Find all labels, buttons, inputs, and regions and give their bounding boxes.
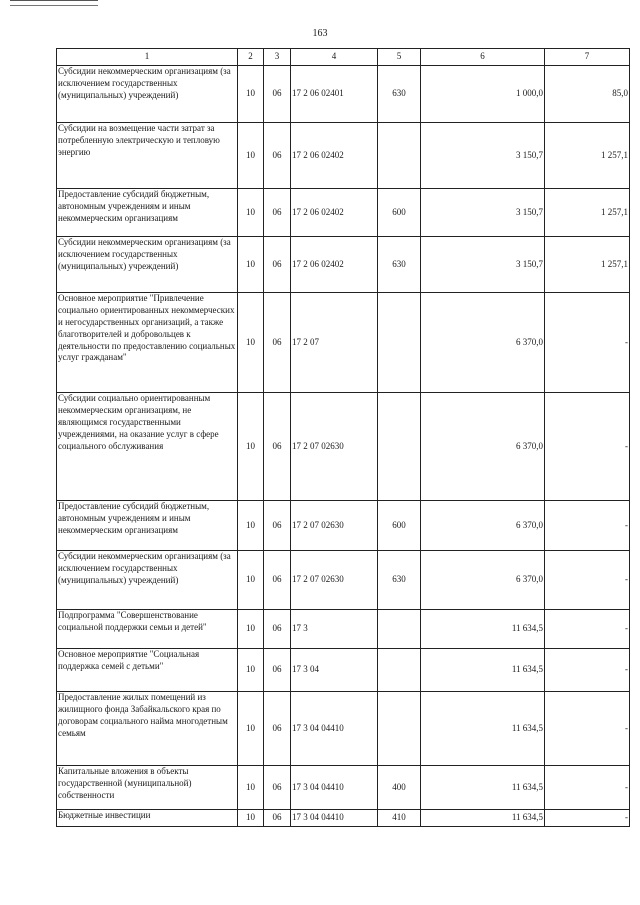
pr-cell: 06: [264, 237, 291, 293]
pr-cell: 06: [264, 766, 291, 810]
pr-cell: 06: [264, 293, 291, 393]
rz-cell: 10: [238, 766, 264, 810]
csr-cell: 17 2 06 02402: [291, 189, 378, 237]
pr-cell: 06: [264, 189, 291, 237]
table-header: [57, 49, 630, 66]
row-name-cell: Субсидии некоммерческим организациям (за исключением государственных (муниципальных) учреждений): [57, 551, 238, 610]
rz-cell: 10: [238, 189, 264, 237]
rz-cell: 10: [238, 66, 264, 123]
pr-cell: 06: [264, 810, 291, 827]
row-name-cell: Предоставление субсидий бюджетным, автономным учреждениям и иным некоммерческим организациям: [57, 501, 238, 551]
csr-cell: 17 2 06 02402: [291, 237, 378, 293]
col-name-header: 1: [57, 49, 238, 66]
sum-2024-cell: 6 370,0: [421, 393, 545, 501]
csr-cell: 17 2 06 02402: [291, 123, 378, 189]
sum-2024-cell: 6 370,0: [421, 501, 545, 551]
corner-line-mark: [10, 0, 98, 6]
sum-2025-cell: -: [545, 810, 630, 827]
csr-cell: 17 3 04 04410: [291, 766, 378, 810]
table-row: [57, 293, 630, 393]
row-name-cell: Субсидии некоммерческим организациям (за исключением государственных (муниципальных) учреждений): [57, 237, 238, 293]
sum-2024-cell: 11 634,5: [421, 610, 545, 649]
sum-2024-cell: 11 634,5: [421, 766, 545, 810]
row-name-cell: Капитальные вложения в объекты государственной (муниципальной) собственности: [57, 766, 238, 810]
sum-2025-cell: -: [545, 551, 630, 610]
budget-table: [56, 48, 630, 827]
row-name-cell: Субсидии некоммерческим организациям (за исключением государственных (муниципальных) учреждений): [57, 66, 238, 123]
row-name-cell: Подпрограмма "Совершенствование социальной поддержки семьи и детей": [57, 610, 238, 649]
table-row: [57, 649, 630, 692]
table-row: [57, 66, 630, 123]
csr-cell: 17 2 07 02630: [291, 551, 378, 610]
table-row: [57, 123, 630, 189]
vr-cell: 600: [378, 189, 421, 237]
vr-cell: 600: [378, 501, 421, 551]
csr-cell: 17 2 07: [291, 293, 378, 393]
table-row: [57, 501, 630, 551]
col-sum1-header: 6: [421, 49, 545, 66]
vr-cell: 630: [378, 237, 421, 293]
rz-cell: 10: [238, 551, 264, 610]
rz-cell: 10: [238, 123, 264, 189]
pr-cell: 06: [264, 123, 291, 189]
csr-cell: 17 3 04 04410: [291, 692, 378, 766]
vr-cell: [378, 610, 421, 649]
rz-cell: 10: [238, 237, 264, 293]
vr-cell: 630: [378, 551, 421, 610]
sum-2025-cell: -: [545, 501, 630, 551]
sum-2024-cell: 1 000,0: [421, 66, 545, 123]
rz-cell: 10: [238, 393, 264, 501]
sum-2025-cell: -: [545, 293, 630, 393]
col-sum2-header: 7: [545, 49, 630, 66]
sum-2025-cell: -: [545, 649, 630, 692]
sum-2024-cell: 11 634,5: [421, 810, 545, 827]
csr-cell: 17 2 07 02630: [291, 501, 378, 551]
vr-cell: [378, 293, 421, 393]
page-number: 163: [312, 28, 328, 39]
pr-cell: 06: [264, 393, 291, 501]
sum-2025-cell: 85,0: [545, 66, 630, 123]
table-row: [57, 610, 630, 649]
row-name-cell: Предоставление субсидий бюджетным, автономным учреждениям и иным некоммерческим организациям: [57, 189, 238, 237]
vr-cell: 410: [378, 810, 421, 827]
header-row: [57, 49, 630, 66]
sum-2025-cell: 1 257,1: [545, 237, 630, 293]
table-row: [57, 551, 630, 610]
vr-cell: 400: [378, 766, 421, 810]
csr-cell: 17 2 07 02630: [291, 393, 378, 501]
col-vr-header: 5: [378, 49, 421, 66]
sum-2025-cell: -: [545, 610, 630, 649]
row-name-cell: Предоставление жилых помещений из жилищного фонда Забайкальского края по договорам социального найма многодетным семьям: [57, 692, 238, 766]
sum-2024-cell: 11 634,5: [421, 649, 545, 692]
pr-cell: 06: [264, 66, 291, 123]
table-row: [57, 692, 630, 766]
table-row: [57, 237, 630, 293]
row-name-cell: Основное мероприятие "Социальная поддержка семей с детьми": [57, 649, 238, 692]
sum-2024-cell: 11 634,5: [421, 692, 545, 766]
table-row: [57, 810, 630, 827]
sum-2024-cell: 3 150,7: [421, 237, 545, 293]
vr-cell: 630: [378, 66, 421, 123]
csr-cell: 17 2 06 02401: [291, 66, 378, 123]
sum-2024-cell: 3 150,7: [421, 189, 545, 237]
col-csr-header: 4: [291, 49, 378, 66]
col-rz-header: 2: [238, 49, 264, 66]
rz-cell: 10: [238, 649, 264, 692]
csr-cell: 17 3 04 04410: [291, 810, 378, 827]
pr-cell: 06: [264, 692, 291, 766]
table-row: [57, 766, 630, 810]
sum-2025-cell: -: [545, 393, 630, 501]
table-row: [57, 189, 630, 237]
rz-cell: 10: [238, 810, 264, 827]
row-name-cell: Основное мероприятие "Привлечение социально ориентированных некоммерческих и негосударственных организаций, а также благотворителей и добровольцев к деятельности по предоставлению социальных услуг гражданам": [57, 293, 238, 393]
pr-cell: 06: [264, 501, 291, 551]
pr-cell: 06: [264, 551, 291, 610]
rz-cell: 10: [238, 501, 264, 551]
vr-cell: [378, 123, 421, 189]
col-pr-header: 3: [264, 49, 291, 66]
sum-2025-cell: -: [545, 766, 630, 810]
row-name-cell: Бюджетные инвестиции: [57, 810, 238, 827]
pr-cell: 06: [264, 649, 291, 692]
rz-cell: 10: [238, 293, 264, 393]
sum-2025-cell: 1 257,1: [545, 189, 630, 237]
table-body: [57, 66, 630, 827]
sum-2025-cell: 1 257,1: [545, 123, 630, 189]
table-row: [57, 393, 630, 501]
vr-cell: [378, 393, 421, 501]
row-name-cell: Субсидии на возмещение части затрат за потребленную электрическую и тепловую энергию: [57, 123, 238, 189]
sum-2024-cell: 3 150,7: [421, 123, 545, 189]
vr-cell: [378, 692, 421, 766]
pr-cell: 06: [264, 610, 291, 649]
row-name-cell: Субсидии социально ориентированным некоммерческим организациям, не являющимся государственными учреждениями, на оказание услуг в сфере социального обслуживания: [57, 393, 238, 501]
rz-cell: 10: [238, 692, 264, 766]
sum-2025-cell: -: [545, 692, 630, 766]
rz-cell: 10: [238, 610, 264, 649]
vr-cell: [378, 649, 421, 692]
sum-2024-cell: 6 370,0: [421, 551, 545, 610]
csr-cell: 17 3: [291, 610, 378, 649]
sum-2024-cell: 6 370,0: [421, 293, 545, 393]
csr-cell: 17 3 04: [291, 649, 378, 692]
